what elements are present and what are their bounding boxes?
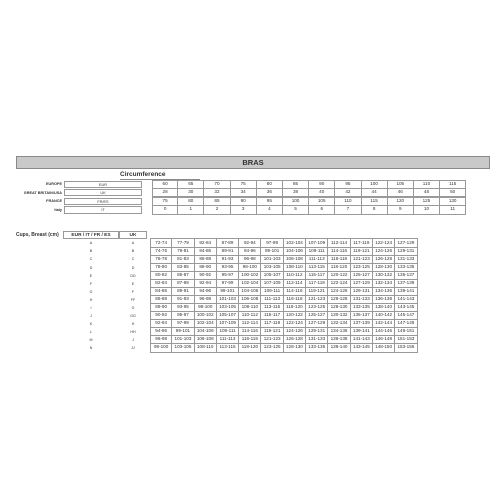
table-cell: 70 bbox=[204, 181, 230, 188]
table-cell: 89-91 bbox=[217, 247, 239, 255]
cups-col-uk-header: UK bbox=[119, 231, 147, 239]
table-cell: 124-126 bbox=[373, 247, 395, 255]
table-cell: 0 bbox=[152, 206, 178, 213]
table-cell: 93-95 bbox=[172, 303, 194, 311]
table-cell: 50 bbox=[440, 189, 466, 196]
cup-size-uk: H bbox=[131, 321, 135, 326]
table-cell: 105-107 bbox=[261, 271, 283, 279]
circumference-table bbox=[16, 180, 490, 214]
table-cell: 133-135 bbox=[351, 303, 373, 311]
table-cell: 95 bbox=[335, 181, 361, 188]
table-cell: 38 bbox=[283, 189, 309, 196]
table-cell: 129-131 bbox=[395, 247, 417, 255]
table-cell: 3 bbox=[231, 206, 257, 213]
table-cell: 6 bbox=[309, 206, 335, 213]
table-cell: 111-113 bbox=[261, 295, 283, 303]
table-cell: 131-133 bbox=[395, 255, 417, 263]
table-cell: 81-83 bbox=[172, 255, 194, 263]
table-cell: 114-116 bbox=[284, 287, 306, 295]
size-code: IT bbox=[64, 206, 142, 213]
circumference-row bbox=[16, 189, 490, 198]
table-cell: 137-139 bbox=[395, 279, 417, 287]
table-cell: 126-128 bbox=[328, 295, 350, 303]
table-cell: 145-147 bbox=[395, 311, 417, 319]
table-cell: 95 bbox=[257, 198, 283, 205]
table-cell: 127-129 bbox=[306, 319, 328, 327]
table-cell: 60 bbox=[152, 181, 178, 188]
table-cell: 88-90 bbox=[195, 263, 217, 271]
table-cell: 128-130 bbox=[328, 303, 350, 311]
table-cell: 138-140 bbox=[373, 303, 395, 311]
table-cell: 143-145 bbox=[351, 343, 373, 351]
table-cell: 9 bbox=[388, 206, 414, 213]
table-cell: 101-103 bbox=[217, 295, 239, 303]
table-cell: 118-120 bbox=[239, 343, 261, 351]
chart-title: BRAS bbox=[16, 156, 490, 169]
table-cell: 75 bbox=[231, 181, 257, 188]
cup-size-uk: FF bbox=[130, 297, 136, 302]
table-cell: 89-91 bbox=[172, 287, 194, 295]
table-cell: 113-115 bbox=[261, 303, 283, 311]
table-cell: 98-100 bbox=[239, 263, 261, 271]
table-cell: 46 bbox=[388, 189, 414, 196]
table-cell: 139-141 bbox=[351, 327, 373, 335]
table-cell: 96-98 bbox=[239, 255, 261, 263]
table-cell: 136-138 bbox=[373, 295, 395, 303]
table-cell: 119-121 bbox=[351, 247, 373, 255]
table-cell: 126-128 bbox=[373, 255, 395, 263]
table-cell: 115 bbox=[440, 181, 466, 188]
table-cell: 104-106 bbox=[284, 247, 306, 255]
table-cell: 99-101 bbox=[261, 247, 283, 255]
table-cell: 140-142 bbox=[373, 311, 395, 319]
cup-size-eur: I bbox=[90, 305, 92, 310]
table-cell: 72-74 bbox=[150, 239, 172, 247]
table-cell: 116-118 bbox=[328, 255, 350, 263]
size-code: UK bbox=[64, 189, 142, 196]
table-cell: 117-119 bbox=[306, 279, 328, 287]
table-cell: 135-137 bbox=[351, 311, 373, 319]
table-cell: 108-110 bbox=[195, 343, 217, 351]
table-cell: 130-132 bbox=[328, 311, 350, 319]
table-cell: 148-150 bbox=[373, 343, 395, 351]
table-cell: 8 bbox=[362, 206, 388, 213]
table-cell: 110-112 bbox=[239, 311, 261, 319]
table-cell: 105 bbox=[388, 181, 414, 188]
table-cell: 143-145 bbox=[395, 303, 417, 311]
table-cell: 136-138 bbox=[328, 335, 350, 343]
table-cell: 121-123 bbox=[261, 335, 283, 343]
cup-size-uk: DD bbox=[130, 273, 136, 278]
cup-size-uk: B bbox=[131, 249, 135, 254]
cup-size-eur: K bbox=[89, 321, 93, 326]
table-cell: 107-109 bbox=[306, 239, 328, 247]
table-cell: 82-84 bbox=[150, 279, 172, 287]
table-cell: 94-96 bbox=[239, 247, 261, 255]
table-cell: 120-122 bbox=[328, 271, 350, 279]
table-cell: 48 bbox=[414, 189, 440, 196]
cup-row bbox=[16, 344, 490, 352]
table-cell: 10 bbox=[414, 206, 440, 213]
table-cell: 4 bbox=[257, 206, 283, 213]
table-cell: 99-101 bbox=[172, 327, 194, 335]
table-cell: 87-89 bbox=[217, 239, 239, 247]
table-cell: 127-129 bbox=[395, 239, 417, 247]
size-code: EUR bbox=[64, 181, 142, 188]
cup-size-uk: HH bbox=[130, 329, 136, 334]
table-cell: 102-104 bbox=[195, 319, 217, 327]
cup-size-eur: G bbox=[89, 289, 93, 294]
table-cell: 134-136 bbox=[373, 287, 395, 295]
table-cell: 130 bbox=[440, 198, 466, 205]
table-cell: 110-112 bbox=[284, 271, 306, 279]
table-cell: 153-155 bbox=[395, 343, 417, 351]
cup-size-uk: E bbox=[131, 281, 135, 286]
table-cell: 88-90 bbox=[150, 303, 172, 311]
table-cell: 121-123 bbox=[351, 255, 373, 263]
table-cell: 110 bbox=[414, 181, 440, 188]
table-cell: 129-131 bbox=[351, 287, 373, 295]
table-cell: 128-130 bbox=[284, 343, 306, 351]
table-cell: 138-140 bbox=[328, 343, 350, 351]
table-cell: 84-86 bbox=[195, 247, 217, 255]
cup-size-eur: E bbox=[89, 273, 93, 278]
cup-size-uk: D bbox=[131, 265, 135, 270]
table-cell: 36 bbox=[257, 189, 283, 196]
table-cell: 131-133 bbox=[351, 295, 373, 303]
table-cell: 75 bbox=[152, 198, 178, 205]
table-cell: 111-113 bbox=[217, 335, 239, 343]
table-cell: 120 bbox=[388, 198, 414, 205]
table-cell: 84-86 bbox=[150, 287, 172, 295]
cup-size-uk: GG bbox=[130, 313, 136, 318]
table-cell: 94-96 bbox=[195, 287, 217, 295]
table-cell: 11 bbox=[440, 206, 466, 213]
table-cell: 151-153 bbox=[395, 335, 417, 343]
table-cell: 134-136 bbox=[328, 327, 350, 335]
circumference-cells bbox=[152, 205, 466, 214]
table-cell: 120-122 bbox=[284, 311, 306, 319]
table-cell: 115-117 bbox=[261, 311, 283, 319]
table-cell: 108-110 bbox=[239, 303, 261, 311]
table-cell: 127-129 bbox=[351, 279, 373, 287]
table-cell: 123-125 bbox=[351, 263, 373, 271]
cup-size-eur: M bbox=[89, 337, 93, 342]
table-cell: 121-123 bbox=[306, 295, 328, 303]
cup-size-eur: B bbox=[89, 249, 93, 254]
table-cell: 82-84 bbox=[195, 239, 217, 247]
table-cell: 90 bbox=[309, 181, 335, 188]
table-cell: 108-110 bbox=[284, 263, 306, 271]
table-cell: 131-133 bbox=[306, 335, 328, 343]
table-cell: 91-93 bbox=[217, 255, 239, 263]
table-cell: 123-125 bbox=[306, 303, 328, 311]
table-cell: 118-120 bbox=[284, 303, 306, 311]
table-cell: 109-111 bbox=[261, 287, 283, 295]
table-cell: 34 bbox=[231, 189, 257, 196]
table-cell: 105 bbox=[309, 198, 335, 205]
table-cell: 80 bbox=[257, 181, 283, 188]
table-cell: 114-116 bbox=[239, 327, 261, 335]
table-cell: 111-113 bbox=[306, 255, 328, 263]
table-cell: 135-137 bbox=[395, 271, 417, 279]
table-cell: 112-114 bbox=[328, 239, 350, 247]
table-cell: 42 bbox=[335, 189, 361, 196]
circumference-row bbox=[16, 206, 490, 215]
table-cell: 2 bbox=[204, 206, 230, 213]
table-cell: 112-114 bbox=[284, 279, 306, 287]
table-cell: 107-109 bbox=[217, 319, 239, 327]
table-cell: 116-118 bbox=[284, 295, 306, 303]
table-cell: 91-93 bbox=[172, 295, 194, 303]
table-cell: 100 bbox=[362, 181, 388, 188]
cups-col-eur-header: EUR / IT / FR / ES bbox=[63, 231, 119, 239]
table-cell: 119-121 bbox=[261, 327, 283, 335]
table-cell: 106-108 bbox=[284, 255, 306, 263]
table-cell: 122-124 bbox=[373, 239, 395, 247]
table-cell: 97-99 bbox=[217, 279, 239, 287]
table-cell: 85 bbox=[204, 198, 230, 205]
table-cell: 101-103 bbox=[172, 335, 194, 343]
table-cell: 118-120 bbox=[328, 263, 350, 271]
table-cell: 130-132 bbox=[373, 271, 395, 279]
table-cell: 132-134 bbox=[373, 279, 395, 287]
region-label: EUROPE bbox=[45, 182, 62, 187]
table-cell: 146-148 bbox=[373, 335, 395, 343]
table-cell: 96-98 bbox=[195, 295, 217, 303]
cup-size-eur: F bbox=[89, 281, 93, 286]
table-cell: 92-94 bbox=[195, 279, 217, 287]
cup-size-uk: G bbox=[131, 305, 135, 310]
table-cell: 32 bbox=[204, 189, 230, 196]
table-cell: 139-141 bbox=[395, 287, 417, 295]
table-cell: 114-116 bbox=[328, 247, 350, 255]
table-cell: 123-125 bbox=[261, 343, 283, 351]
table-cell: 142-144 bbox=[373, 319, 395, 327]
table-cell: 104-106 bbox=[239, 287, 261, 295]
table-cell: 90-92 bbox=[150, 311, 172, 319]
size-chart bbox=[16, 156, 490, 352]
table-cell: 5 bbox=[283, 206, 309, 213]
table-cell: 144-146 bbox=[373, 327, 395, 335]
circumference-row bbox=[16, 197, 490, 206]
region-label: Italy bbox=[54, 208, 62, 213]
region-label: FRANCE bbox=[46, 199, 62, 204]
table-cell: 137-139 bbox=[351, 319, 373, 327]
table-cell: 95-97 bbox=[172, 311, 194, 319]
table-cell: 76-78 bbox=[150, 255, 172, 263]
table-cell: 126-128 bbox=[284, 335, 306, 343]
cup-size-eur: N bbox=[89, 346, 93, 350]
size-code: FR/ES bbox=[64, 198, 142, 205]
cup-cells bbox=[150, 343, 418, 352]
table-cell: 65 bbox=[178, 181, 204, 188]
table-cell: 79-81 bbox=[172, 247, 194, 255]
table-cell: 90-92 bbox=[195, 271, 217, 279]
table-cell: 103-105 bbox=[172, 343, 194, 351]
circumference-row bbox=[16, 180, 490, 189]
table-cell: 103-105 bbox=[261, 263, 283, 271]
table-cell: 133-135 bbox=[395, 263, 417, 271]
table-cell: 86-88 bbox=[195, 255, 217, 263]
circumference-label: Circumference bbox=[120, 170, 200, 180]
table-cell: 85-87 bbox=[172, 271, 194, 279]
table-cell: 128-130 bbox=[373, 263, 395, 271]
table-cell: 113-115 bbox=[217, 343, 239, 351]
table-cell: 101-103 bbox=[261, 255, 283, 263]
table-cell: 107-109 bbox=[261, 279, 283, 287]
cup-size-eur: A bbox=[89, 241, 93, 246]
table-cell: 74-76 bbox=[150, 247, 172, 255]
table-cell: 77-79 bbox=[172, 239, 194, 247]
table-cell: 141-143 bbox=[395, 295, 417, 303]
table-cell: 100-102 bbox=[239, 271, 261, 279]
table-cell: 1 bbox=[178, 206, 204, 213]
table-cell: 98-100 bbox=[195, 303, 217, 311]
table-cell: 93-95 bbox=[217, 263, 239, 271]
table-cell: 28 bbox=[152, 189, 178, 196]
table-cell: 86-88 bbox=[150, 295, 172, 303]
table-cell: 116-118 bbox=[239, 335, 261, 343]
table-cell: 115 bbox=[362, 198, 388, 205]
table-cell: 92-94 bbox=[150, 319, 172, 327]
cup-size-uk: A bbox=[131, 241, 135, 246]
table-cell: 94-96 bbox=[150, 327, 172, 335]
table-cell: 102-104 bbox=[284, 239, 306, 247]
table-cell: 124-126 bbox=[328, 287, 350, 295]
table-cell: 100 bbox=[283, 198, 309, 205]
table-cell: 83-85 bbox=[172, 263, 194, 271]
cups-table bbox=[16, 239, 490, 352]
region-label: GREAT BRITAIN/USA bbox=[23, 190, 62, 195]
table-cell: 30 bbox=[178, 189, 204, 196]
table-cell: 80-82 bbox=[150, 271, 172, 279]
cup-size-uk: F bbox=[131, 289, 135, 294]
table-cell: 40 bbox=[309, 189, 335, 196]
cup-size-eur: J bbox=[90, 313, 92, 318]
table-cell: 95-97 bbox=[217, 271, 239, 279]
table-cell: 115-117 bbox=[306, 271, 328, 279]
table-cell: 119-121 bbox=[306, 287, 328, 295]
table-cell: 85 bbox=[283, 181, 309, 188]
table-cell: 117-119 bbox=[261, 319, 283, 327]
table-cell: 122-124 bbox=[328, 279, 350, 287]
table-cell: 104-106 bbox=[195, 327, 217, 335]
cup-size-eur: L bbox=[90, 329, 92, 334]
cup-size-eur: H bbox=[89, 297, 93, 302]
table-cell: 124-126 bbox=[284, 327, 306, 335]
table-cell: 109-111 bbox=[306, 247, 328, 255]
cups-label: Cups, Breast (cm) bbox=[16, 231, 59, 238]
table-cell: 125-127 bbox=[351, 271, 373, 279]
table-cell: 102-104 bbox=[239, 279, 261, 287]
table-cell: 90 bbox=[231, 198, 257, 205]
cup-size-uk: J bbox=[132, 337, 134, 342]
table-cell: 122-124 bbox=[284, 319, 306, 327]
cup-size-uk: C bbox=[131, 257, 135, 262]
table-cell: 97-99 bbox=[261, 239, 283, 247]
table-cell: 110 bbox=[335, 198, 361, 205]
table-cell: 96-98 bbox=[150, 335, 172, 343]
table-cell: 125-127 bbox=[306, 311, 328, 319]
table-cell: 132-134 bbox=[328, 319, 350, 327]
cup-size-eur: D bbox=[89, 265, 93, 270]
table-cell: 78-80 bbox=[150, 263, 172, 271]
table-cell: 149-151 bbox=[395, 327, 417, 335]
table-cell: 97-99 bbox=[172, 319, 194, 327]
table-cell: 99-101 bbox=[217, 287, 239, 295]
table-cell: 106-108 bbox=[239, 295, 261, 303]
table-cell: 117-119 bbox=[351, 239, 373, 247]
table-cell: 80 bbox=[178, 198, 204, 205]
table-cell: 87-89 bbox=[172, 279, 194, 287]
table-cell: 92-94 bbox=[239, 239, 261, 247]
table-cell: 100-102 bbox=[195, 311, 217, 319]
table-cell: 133-135 bbox=[306, 343, 328, 351]
table-cell: 129-131 bbox=[306, 327, 328, 335]
table-cell: 147-149 bbox=[395, 319, 417, 327]
table-cell: 125 bbox=[414, 198, 440, 205]
table-cell: 112-114 bbox=[239, 319, 261, 327]
table-cell: 44 bbox=[362, 189, 388, 196]
table-cell: 98-100 bbox=[150, 343, 172, 351]
table-cell: 106-108 bbox=[195, 335, 217, 343]
table-cell: 141-143 bbox=[351, 335, 373, 343]
table-cell: 103-105 bbox=[217, 303, 239, 311]
table-cell: 113-115 bbox=[306, 263, 328, 271]
table-cell: 105-107 bbox=[217, 311, 239, 319]
cup-size-eur: C bbox=[89, 257, 93, 262]
table-cell: 7 bbox=[335, 206, 361, 213]
cup-size-uk: JJ bbox=[131, 346, 135, 350]
table-cell: 109-111 bbox=[217, 327, 239, 335]
